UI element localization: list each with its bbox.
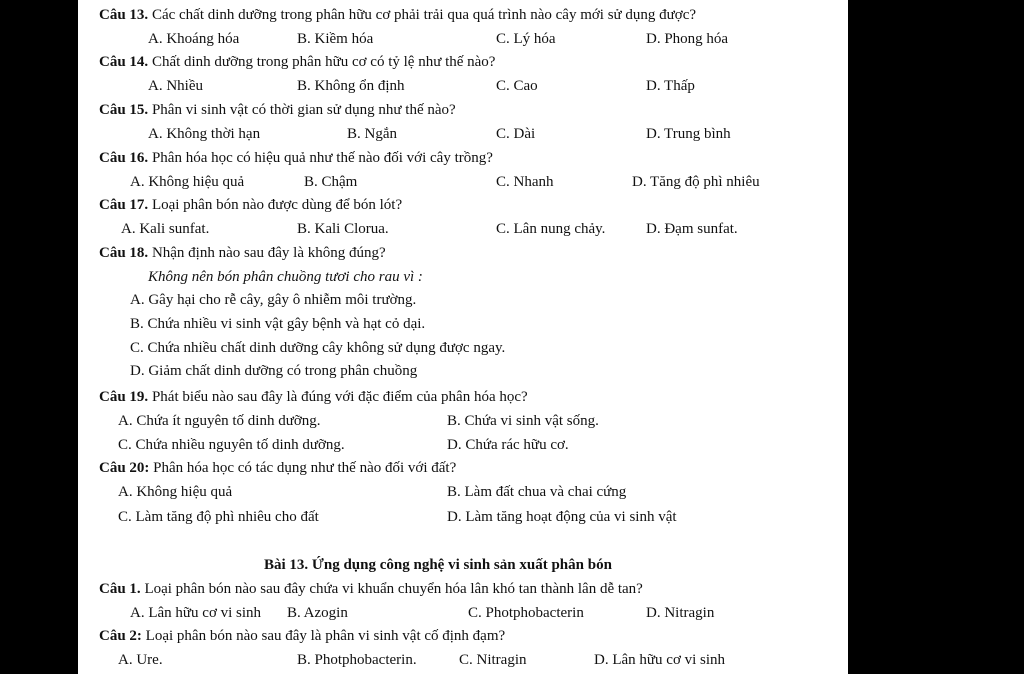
- q13-option-b: B. Kiềm hóa: [297, 31, 374, 47]
- question-text: Loại phân bón nào sau đây chứa vi khuẩn chuyển hóa lân khó tan thành lân dễ tan?: [144, 581, 643, 597]
- b1-option-c: C. Photphobacterin: [468, 605, 584, 621]
- question-label: Câu 2:: [99, 628, 142, 644]
- question-text: Chất dinh dưỡng trong phân hữu cơ có tỷ lệ như thế nào?: [151, 54, 496, 70]
- question-label: Câu 20:: [99, 460, 150, 476]
- q17-option-c: C. Lân nung chảy.: [496, 221, 606, 237]
- question-text: Loại phân bón nào được dùng để bón lót?: [151, 197, 403, 213]
- question-14: [99, 53, 495, 71]
- q15-option-b: B. Ngắn: [347, 126, 397, 142]
- b1-option-b: B. Azogin: [287, 605, 348, 621]
- q14-option-c: C. Cao: [496, 78, 538, 94]
- b13-question-2: [99, 627, 505, 645]
- q18-option-b: B. Chứa nhiều vi sinh vật gây bệnh và hạt cỏ dại.: [130, 316, 426, 332]
- question-text: Phân vi sinh vật có thời gian sử dụng như thế nào?: [151, 102, 456, 118]
- section-title: Bài 13. Ứng dụng công nghệ vi sinh sản xuất phân bón: [264, 557, 612, 573]
- q20-option-b: B. Làm đất chua và chai cứng: [447, 484, 627, 500]
- q18-option-a: A. Gây hại cho rễ cây, gây ô nhiễm môi trường.: [130, 292, 417, 308]
- question-label: Câu 16.: [99, 150, 149, 166]
- question-text: Phân hóa học có hiệu quả như thế nào đối với cây trồng?: [151, 150, 493, 166]
- b2-option-b: B. Photphobacterin.: [297, 652, 417, 668]
- q14-option-a: A. Nhiều: [148, 78, 203, 94]
- q16-option-d: D. Tăng độ phì nhiêu: [632, 174, 760, 190]
- q13-option-d: D. Phong hóa: [646, 31, 729, 47]
- question-label: Câu 17.: [99, 197, 149, 213]
- question-18: [99, 244, 386, 262]
- q18-option-d: D. Giảm chất dinh dưỡng có trong phân chuồng: [130, 363, 418, 379]
- q15-option-a: A. Không thời hạn: [148, 126, 261, 142]
- question-text: Loại phân bón nào sau đây là phân vi sinh vật cố định đạm?: [145, 628, 506, 644]
- question-text: Các chất dinh dưỡng trong phân hữu cơ phải trải qua quá trình nào cây mới sử dụng được?: [151, 7, 697, 23]
- b13-question-1: [99, 580, 643, 598]
- q19-option-c: C. Chứa nhiều nguyên tố dinh dưỡng.: [118, 437, 345, 453]
- b2-option-a: A. Ure.: [118, 652, 163, 668]
- question-label: Câu 13.: [99, 7, 149, 23]
- question-19: [99, 388, 528, 406]
- q13-option-a: A. Khoáng hóa: [148, 31, 240, 47]
- q14-option-b: B. Không ổn định: [297, 78, 405, 94]
- question-label: Câu 19.: [99, 389, 149, 405]
- q13-option-c: C. Lý hóa: [496, 31, 556, 47]
- q14-option-d: D. Thấp: [646, 78, 695, 94]
- q20-option-d: D. Làm tăng hoạt động của vi sinh vật: [447, 509, 677, 525]
- question-text: Nhận định nào sau đây là không đúng?: [151, 245, 386, 261]
- q15-option-c: C. Dài: [496, 126, 536, 142]
- q16-option-c: C. Nhanh: [496, 174, 554, 190]
- b2-option-c: C. Nitragin: [459, 652, 527, 668]
- q17-option-d: D. Đạm sunfat.: [646, 221, 738, 237]
- document-page: [78, 0, 848, 674]
- question-label: Câu 14.: [99, 54, 149, 70]
- question-16: [99, 149, 493, 167]
- q17-option-b: B. Kali Clorua.: [297, 221, 389, 237]
- question-13: [99, 6, 696, 24]
- b2-option-d: D. Lân hữu cơ vi sinh: [594, 652, 726, 668]
- q20-option-a: A. Không hiệu quả: [118, 484, 233, 500]
- q16-option-a: A. Không hiệu quả: [130, 174, 245, 190]
- q16-option-b: B. Chậm: [304, 174, 358, 190]
- b1-option-a: A. Lân hữu cơ vi sinh: [130, 605, 262, 621]
- q15-option-d: D. Trung bình: [646, 126, 731, 142]
- question-label: Câu 1.: [99, 581, 141, 597]
- question-15: [99, 101, 456, 119]
- question-label: Câu 18.: [99, 245, 149, 261]
- question-17: [99, 196, 402, 214]
- question-text: Phát biểu nào sau đây là đúng với đặc điểm của phân hóa học?: [151, 389, 528, 405]
- question-text: Phân hóa học có tác dụng như thế nào đối với đất?: [153, 460, 457, 476]
- q20-option-c: C. Làm tăng độ phì nhiêu cho đất: [118, 509, 319, 525]
- q19-option-d: D. Chứa rác hữu cơ.: [447, 437, 569, 453]
- q18-note: Không nên bón phân chuồng tươi cho rau vì :: [148, 269, 423, 285]
- q19-option-b: B. Chứa vi sinh vật sống.: [447, 413, 599, 429]
- question-label: Câu 15.: [99, 102, 149, 118]
- q18-option-c: C. Chứa nhiều chất dinh dưỡng cây không sử dụng được ngay.: [130, 340, 506, 356]
- q17-option-a: A. Kali sunfat.: [121, 221, 210, 237]
- q19-option-a: A. Chứa ít nguyên tố dinh dưỡng.: [118, 413, 321, 429]
- b1-option-d: D. Nitragin: [646, 605, 715, 621]
- question-20: [99, 459, 456, 477]
